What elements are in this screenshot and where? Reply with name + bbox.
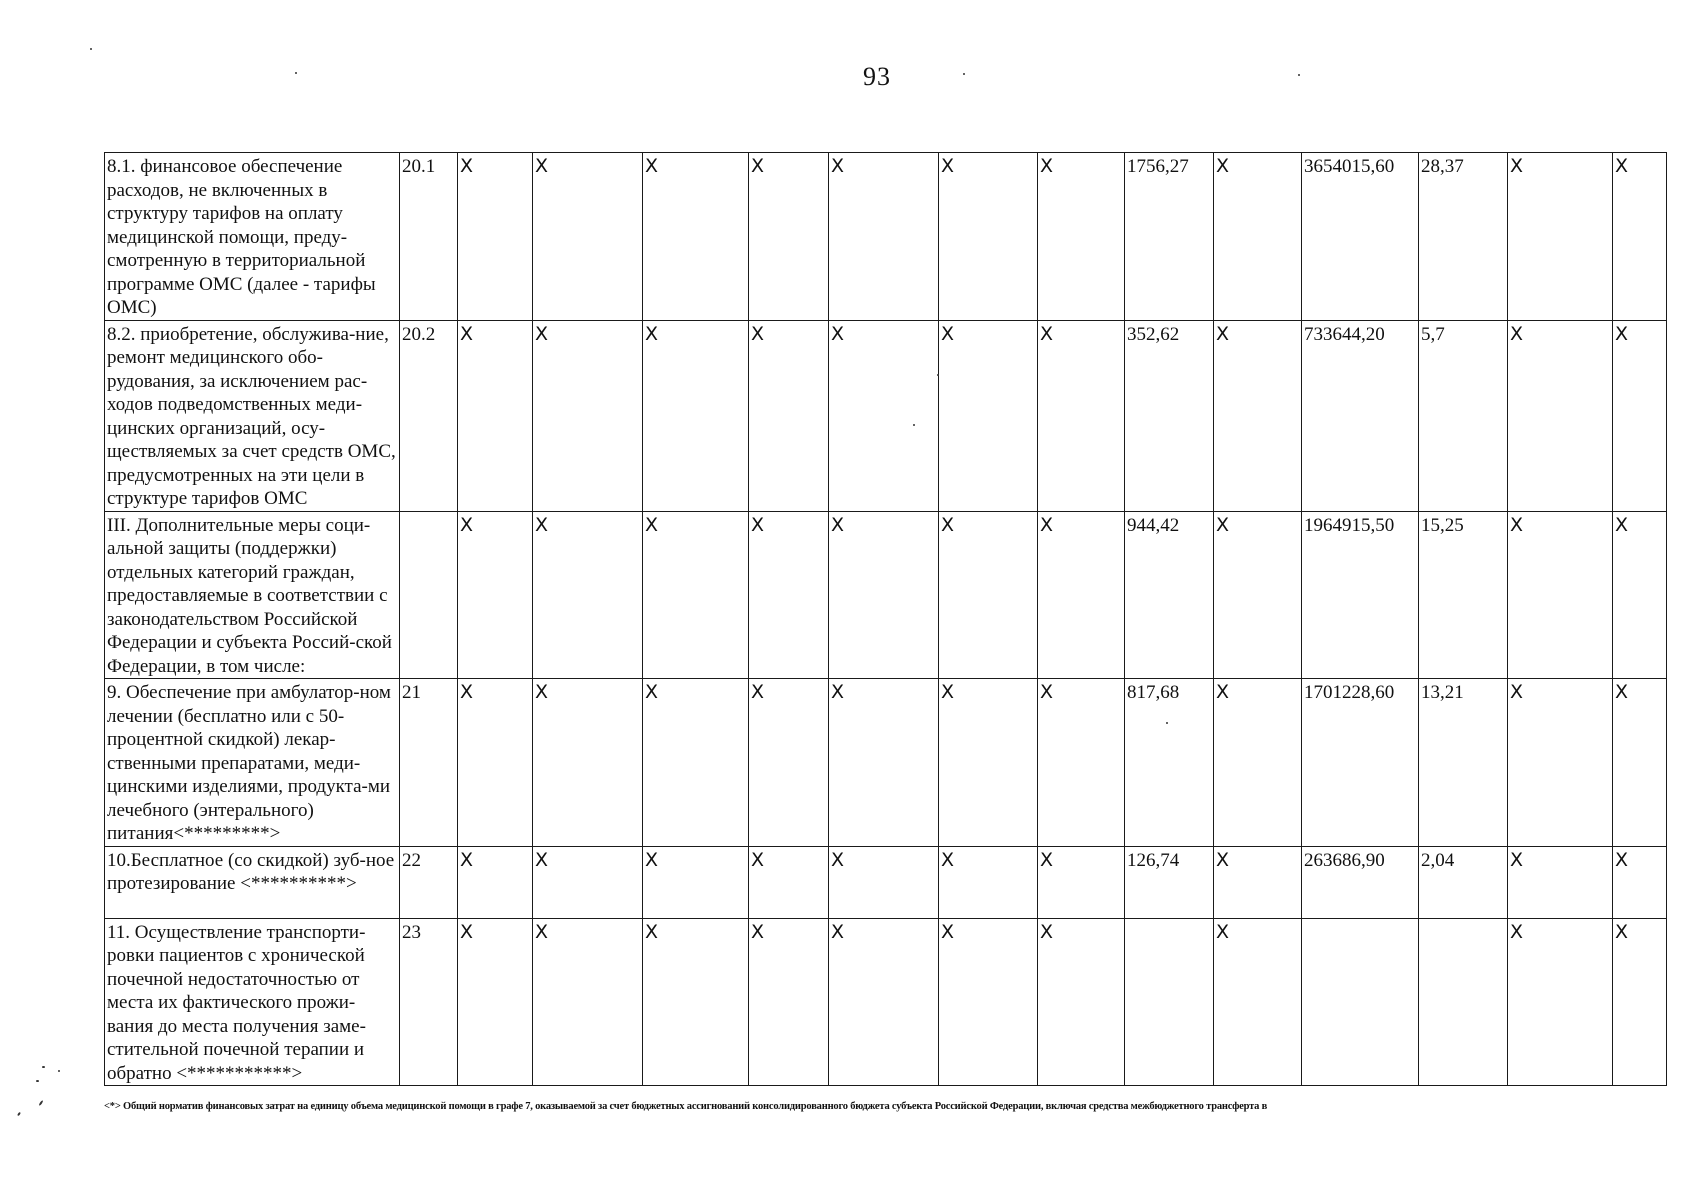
cell: X [829,679,939,847]
scan-speck [295,72,297,74]
cell: X [829,320,939,511]
cell: X [829,918,939,1086]
cell: X [829,511,939,679]
cell: X [458,320,533,511]
cell: X [643,320,749,511]
cell: X [1508,918,1613,1086]
cell: 28,37 [1419,153,1508,321]
cell: X [533,918,643,1086]
cell: X [1214,846,1302,918]
cell: X [1038,679,1125,847]
scan-speck [1298,74,1300,76]
cell: X [1613,153,1667,321]
cell: X [1214,511,1302,679]
row-line-number: 20.2 [400,320,458,511]
row-name: 8.2. приобретение, обслужива-ние, ремонт медицинского обо-рудования, за исключением рас-ходов подведомственных меди-цинских организаций, осу-ществляемых за счет средств ОМС, предусмотренных на эти цели в структуре тарифов ОМС [105,320,400,511]
cell: X [1613,511,1667,679]
cell: X [749,153,829,321]
footnote: <*> Общий норматив финансовых затрат на единицу объема медицинской помощи в графе 7, оказываемой за счет бюджетных ассигнований консолидированного бюджета субъекта Российской Федерации, включая средства межбюджетного трансферта в [104,1101,1268,1112]
scan-speck [913,424,915,426]
table-row [105,153,1667,321]
cell: X [939,320,1038,511]
cell: X [1613,918,1667,1086]
scan-speck [17,1112,21,1116]
cell: X [458,679,533,847]
cell: X [458,511,533,679]
cell: X [458,846,533,918]
cell: X [939,918,1038,1086]
cell: 3654015,60 [1302,153,1419,321]
scan-speck [1166,722,1168,724]
cell: X [749,918,829,1086]
cell: X [1613,320,1667,511]
cell: X [1613,679,1667,847]
cell: X [533,320,643,511]
cell: 2,04 [1419,846,1508,918]
cell: X [1214,679,1302,847]
scan-speck [963,73,965,75]
cell: X [1038,846,1125,918]
cell: 1701228,60 [1302,679,1419,847]
cell: X [643,679,749,847]
cell: X [1038,320,1125,511]
cell: X [939,511,1038,679]
scan-speck [42,1066,45,1068]
cell: X [749,846,829,918]
cell: X [749,511,829,679]
scan-speck [937,374,939,376]
table-row [105,918,1667,1086]
cell: X [1508,511,1613,679]
cell: X [533,511,643,679]
cell: X [1508,679,1613,847]
cell: X [749,679,829,847]
cell: X [1214,153,1302,321]
cell: 15,25 [1419,511,1508,679]
cell: X [643,846,749,918]
financing-table [104,152,1667,1086]
table-row [105,846,1667,918]
cell: X [643,918,749,1086]
scan-speck [90,48,92,50]
cell: 1756,27 [1125,153,1214,321]
table-row [105,511,1667,679]
row-line-number: 23 [400,918,458,1086]
cell: X [533,679,643,847]
cell: 733644,20 [1302,320,1419,511]
cell: X [939,153,1038,321]
cell: X [1508,320,1613,511]
cell: X [643,153,749,321]
table-row [105,679,1667,847]
row-name: 11. Осуществление транспорти-ровки пациентов с хронической почечной недостаточностью от места их фактического прожи-вания до места получения заме-стительной почечной терапии и обратно <***********> [105,918,400,1086]
cell: 13,21 [1419,679,1508,847]
cell [1302,918,1419,1086]
cell [1419,918,1508,1086]
cell: X [1508,846,1613,918]
row-name: 10.Бесплатное (со скидкой) зуб-ное протезирование <**********> [105,846,400,918]
scan-speck [38,1100,43,1106]
cell: 352,62 [1125,320,1214,511]
cell: X [749,320,829,511]
cell: 126,74 [1125,846,1214,918]
row-name: 9. Обеспечение при амбулатор-ном лечении (бесплатно или с 50- процентной скидкой) лекар-ственными препаратами, меди-цинскими изделиями, продукта-ми лечебного (энтерального) питания<*********> [105,679,400,847]
cell: X [1214,918,1302,1086]
row-name: 8.1. финансовое обеспечение расходов, не включенных в структуру тарифов на оплату медицинской помощи, преду-смотренную в территориальной программе ОМС (далее - тарифы ОМС) [105,153,400,321]
cell: 817,68 [1125,679,1214,847]
cell: X [829,846,939,918]
cell: X [458,153,533,321]
row-line-number: 20.1 [400,153,458,321]
cell: X [939,679,1038,847]
cell: X [829,153,939,321]
row-line-number [400,511,458,679]
cell: 1964915,50 [1302,511,1419,679]
row-line-number: 21 [400,679,458,847]
cell: X [643,511,749,679]
scan-speck [58,1070,60,1072]
cell: 263686,90 [1302,846,1419,918]
cell: 944,42 [1125,511,1214,679]
page-number: 93 [863,62,891,91]
row-name: III. Дополнительные меры соци-альной защиты (поддержки) отдельных категорий граждан, предоставляемые в соответствии с законодательством Российской Федерации и субъекта Россий-ской Федерации, в том числе: [105,511,400,679]
cell: 5,7 [1419,320,1508,511]
cell: X [1038,153,1125,321]
cell: X [1508,153,1613,321]
cell: X [1613,846,1667,918]
table-row [105,320,1667,511]
cell: X [1038,511,1125,679]
cell: X [458,918,533,1086]
cell: X [939,846,1038,918]
cell: X [1038,918,1125,1086]
cell [1125,918,1214,1086]
cell: X [533,846,643,918]
cell: X [533,153,643,321]
scan-speck [36,1080,39,1082]
row-line-number: 22 [400,846,458,918]
cell: X [1214,320,1302,511]
